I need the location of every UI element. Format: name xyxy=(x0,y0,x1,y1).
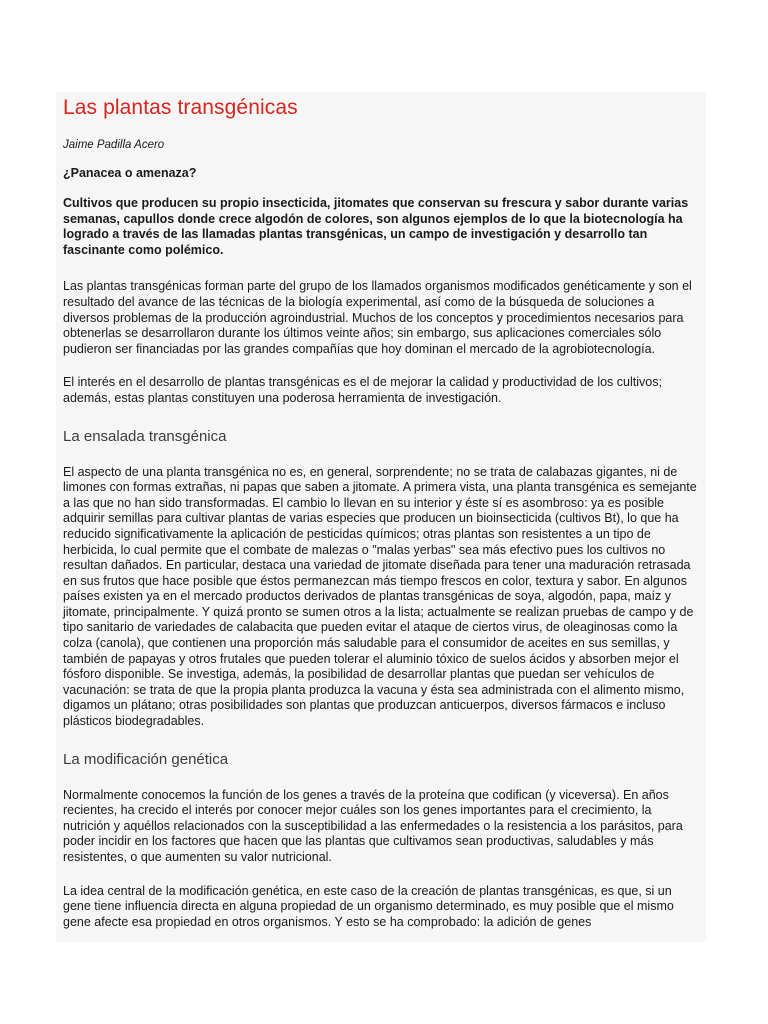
intro-paragraph: Las plantas transgénicas forman parte del grupo de los llamados organismos modificados genéticamente y son el resultado del avance de las técnicas de la biología experimental, así como de la búsqueda de soluciones a diversos problemas de la producción agroindustrial. Muchos de los conceptos y procedimientos necesarios para obtenerlas se desarrollaron durante los últimos veinte años; sin embargo, sus aplicaciones comerciales sólo pudieron ser financiadas por las grandes compañías que hoy dominan el mercado de la agrobiotecnología. xyxy=(63,279,692,356)
author-byline: Jaime Padilla Acero xyxy=(63,139,165,151)
document-title: Las plantas transgénicas xyxy=(63,96,298,119)
document-sheet[interactable] xyxy=(56,92,706,942)
document-subtitle: ¿Panacea o amenaza? xyxy=(63,166,197,180)
intro-paragraph: El interés en el desarrollo de plantas transgénicas es el de mejorar la calidad y productividad de los cultivos; además, estas plantas constituyen una poderosa herramienta de investigación. xyxy=(63,375,662,405)
section-paragraph: Normalmente conocemos la función de los genes a través de la proteína que codifican (y viceversa). En años recientes, ha crecido el interés por conocer mejor cuáles son los genes importantes para el crecimiento, la nutrición y aquéllos relacionados con la susceptibilidad a las enfermedades o la resistencia a los parásitos, para poder incidir en los factores que hacen que las plantas que cultivamos sean productivas, saludables y más resistentes, o que aumenten su valor nutricional. xyxy=(63,787,683,864)
section-heading-modificacion: La modificación genética xyxy=(63,750,229,768)
section-paragraph: El aspecto de una planta transgénica no es, en general, sorprendente; no se trata de calabazas gigantes, ni de limones con formas extrañas, ni papas que saben a jitomate. A primera vista, una planta transgénica es semejante a las que no han sido transformadas. El cambio lo llevan en su interior y éste sí es asombroso: ya es posible adquirir semillas para cultivar plantas de varias especies que producen un bioinsecticida (cultivos Bt), lo que ha reducido significativamente la aplicación de pesticidas químicos; otras plantas son resistentes a un tipo de herbicida, lo cual permite que el combate de malezas o "malas yerbas" sea más efectivo pues los cultivos no resultan dañados. En particular, destaca una variedad de jitomate diseñada para tener una maduración retrasada en sus frutos que hace posible que éstos permanezcan más tiempo frescos en color, textura y sabor. En algunos países existen ya en el mercado productos derivados de plantas transgénicas de soya, algodón, papa, maíz y jitomate, principalmente. Y quizá pronto se sumen otros a la lista; actualmente se realizan pruebas de campo y de tipo sanitario de variedades de calabacita que pueden evitar el ataque de ciertos virus, de oleaginosas como la colza (canola), que contienen una proporción más saludable para el consumidor de aceites en sus semillas, y también de papayas y otros frutales que pueden tolerar el aluminio tóxico de suelos ácidos y absorben mejor el fósforo disponible. Se investiga, además, la posibilidad de desarrollar plantas que puedan ser vehículos de vacunación: se trata de que la propia planta produzca la vacuna y ésta sea administrada con el alimento mismo, digamos un plátano; otras posibilidades son plantas que produzcan anticuerpos, diversos fármacos e incluso plásticos biodegradables. xyxy=(63,464,697,729)
document-content xyxy=(63,92,701,930)
section-heading-ensalada: La ensalada transgénica xyxy=(63,427,227,445)
lead-paragraph: Cultivos que producen su propio insecticida, jitomates que conservan su frescura y sabor durante varias semanas, capullos donde crece algodón de colores, son algunos ejemplos de lo que la biotecnología ha logrado a través de las llamadas plantas transgénicas, un campo de investigación y desarrollo tan fascinante como polémico. xyxy=(63,196,689,257)
section-paragraph: La idea central de la modificación genética, en este caso de la creación de plantas transgénicas, es que, si un gene tiene influencia directa en alguna propiedad de un organismo determinado, es muy posible que el mismo gene afecte esa propiedad en otros organismos. Y esto se ha comprobado: la adición de genes xyxy=(63,883,674,929)
